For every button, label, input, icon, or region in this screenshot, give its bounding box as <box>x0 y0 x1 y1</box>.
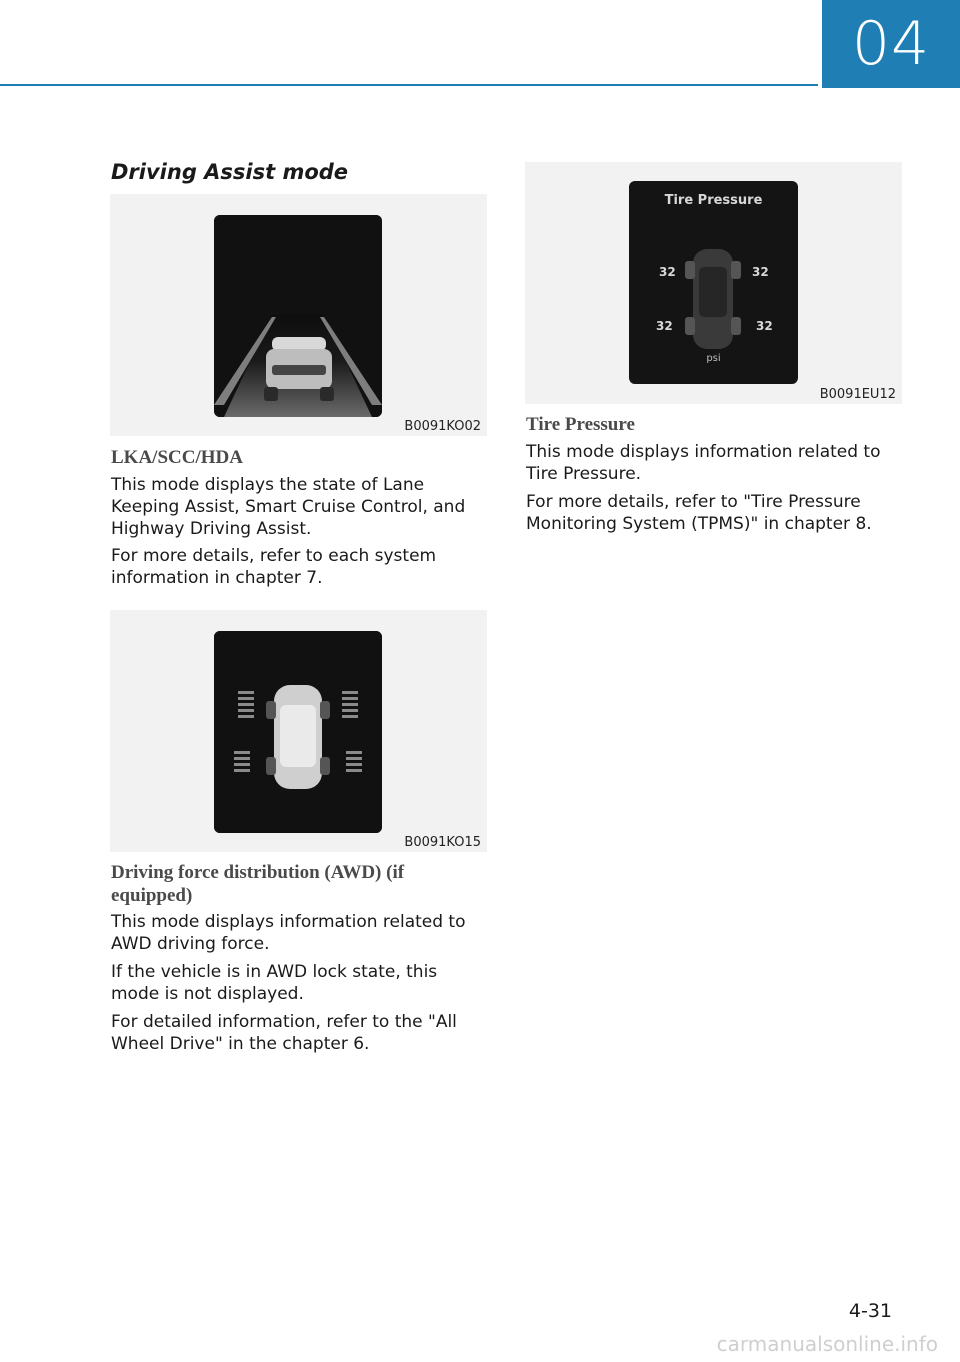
awd-paragraph-2: If the vehicle is in AWD lock state, this mode is not displayed. <box>111 962 438 1004</box>
lka-paragraph-2: For more details, refer to each system information in chapter 7. <box>111 546 437 588</box>
tire-paragraph-1: This mode displays information related to Tire Pressure. <box>526 442 881 484</box>
figure-lka <box>110 194 487 436</box>
header-rule <box>0 84 818 86</box>
page-number: 4-31 <box>848 1300 892 1322</box>
lka-paragraph-1: This mode displays the state of Lane Keeping Assist, Smart Cruise Control, and Highway Driving Assist. <box>111 475 466 539</box>
cluster-screen-lka <box>214 215 382 417</box>
watermark: carmanualsonline.info <box>716 1332 938 1356</box>
figure-code: B0091KO02 <box>404 419 481 434</box>
tire-pressure-unit: psi <box>706 353 721 364</box>
tire-rear-left-value: 32 <box>656 319 673 333</box>
awd-heading: Driving force distribution (AWD) (if equipped) <box>111 862 405 906</box>
awd-paragraph-3: For detailed information, refer to the "All Wheel Drive" in the chapter 6. <box>111 1012 457 1054</box>
tire-front-left-value: 32 <box>659 265 676 279</box>
tire-rear-right-value: 32 <box>756 319 773 333</box>
tire-paragraph-2: For more details, refer to "Tire Pressure Monitoring System (TPMS)" in chapter 8. <box>526 492 872 534</box>
figure-code: B0091KO15 <box>404 835 481 850</box>
chapter-tab: 04 <box>822 0 960 88</box>
lka-heading: LKA/SCC/HDA <box>111 447 243 468</box>
figure-code: B0091EU12 <box>819 387 896 402</box>
cluster-screen-tire <box>629 181 798 384</box>
car-rear-lane-illustration <box>214 215 382 417</box>
cluster-screen-awd <box>214 631 382 833</box>
figure-tire-pressure <box>525 162 902 404</box>
tire-screen-title: Tire Pressure <box>664 193 763 208</box>
section-title: Driving Assist mode <box>111 160 349 184</box>
awd-paragraph-1: This mode displays information related to AWD driving force. <box>111 912 466 954</box>
figure-awd <box>110 610 487 852</box>
tire-front-right-value: 32 <box>752 265 769 279</box>
tire-heading: Tire Pressure <box>526 414 635 435</box>
awd-car-top-illustration <box>214 631 382 833</box>
